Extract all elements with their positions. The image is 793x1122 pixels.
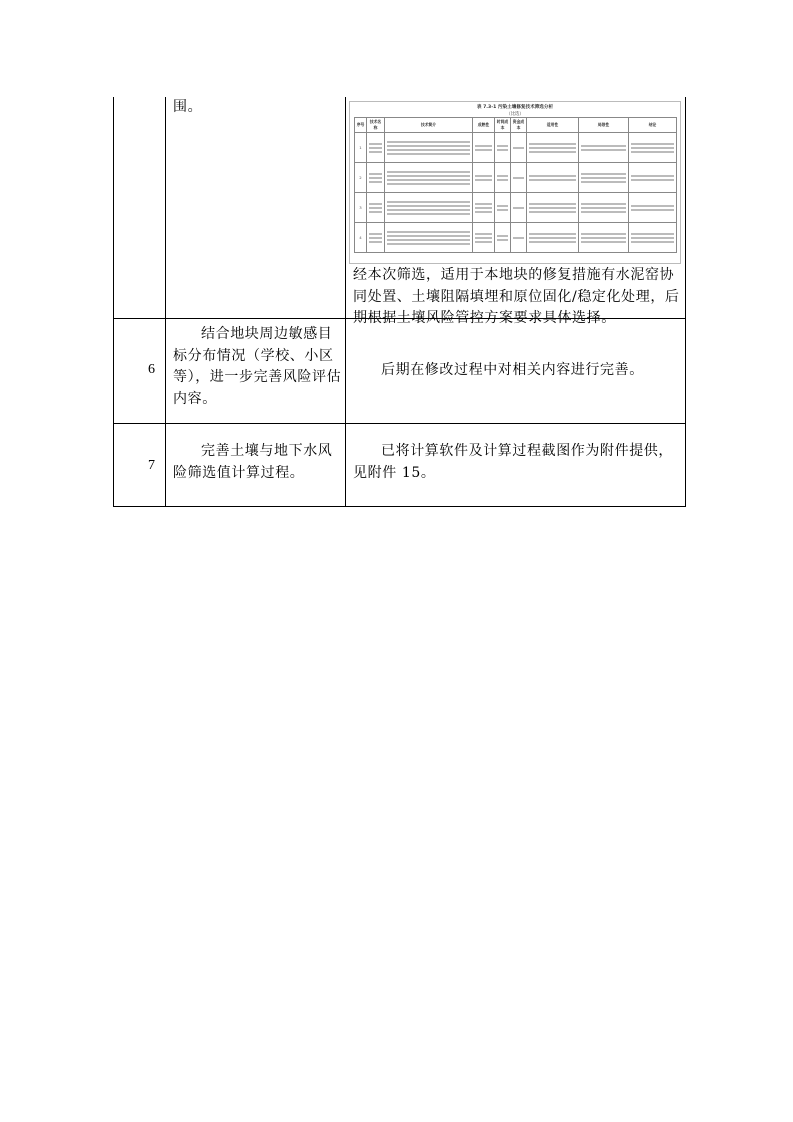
embedded-header-cell: 适用性 <box>527 118 579 133</box>
table-divider-columns <box>345 97 346 507</box>
row-7-response: 已将计算软件及计算过程截图作为附件提供，见附件 15。 <box>353 443 673 481</box>
row-number-6: 6 <box>148 362 155 377</box>
row-7-review-comment: 完善土壤与地下水风险筛选值计算过程。 <box>173 443 333 481</box>
embedded-table-row <box>355 133 677 163</box>
embedded-header-cell: 资金成本 <box>511 118 527 133</box>
row-continued-top-text: 围。 <box>173 99 203 115</box>
embedded-table-header-row <box>355 118 677 133</box>
table-border-bottom <box>113 506 686 507</box>
row-6-response: 后期在修改过程中对相关内容进行完善。 <box>381 362 644 378</box>
table-border-left <box>113 97 114 507</box>
table-divider-number <box>165 97 166 507</box>
embedded-table-subcaption: （比选） <box>506 112 524 117</box>
embedded-table-row <box>355 223 677 253</box>
row-divider-2 <box>113 423 686 424</box>
embedded-header-cell: 技术简介 <box>385 118 473 133</box>
row-number-7: 7 <box>148 458 155 473</box>
row-continued-conclusion-text: 经本次筛选，适用于本地块的修复措施有水泥窑协同处置、土壤阻隔填埋和原位固化/稳定化处理，后期根据土壤风险管控方案要求具体选择。 <box>353 267 680 326</box>
embedded-technology-table-image <box>349 101 681 264</box>
embedded-table-row <box>355 163 677 193</box>
embedded-header-cell: 时间成本 <box>495 118 511 133</box>
embedded-header-cell: 结论 <box>629 118 677 133</box>
embedded-table-caption: 表 7.3-1 污染土壤修复技术筛选分析 <box>476 105 554 110</box>
embedded-row-number: 1 <box>355 133 367 163</box>
embedded-header-cell: 局限性 <box>579 118 629 133</box>
embedded-header-cell: 序号 <box>355 118 367 133</box>
embedded-row-number: 3 <box>355 193 367 223</box>
embedded-row-number: 4 <box>355 223 367 253</box>
embedded-table-row <box>355 193 677 223</box>
table-border-right <box>685 97 686 507</box>
embedded-header-cell: 成熟性 <box>473 118 495 133</box>
embedded-row-number: 2 <box>355 163 367 193</box>
row-6-review-comment: 结合地块周边敏感目标分布情况（学校、小区等），进一步完善风险评估内容。 <box>173 326 342 407</box>
embedded-header-cell: 技术名称 <box>367 118 385 133</box>
embedded-table <box>354 117 677 253</box>
